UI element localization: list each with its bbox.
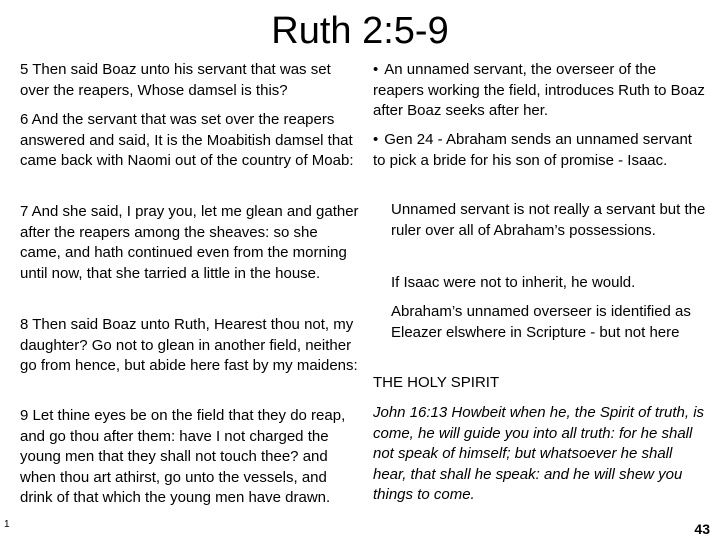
- commentary-sub-3: Abraham’s unnamed overseer is identified as Eleazer elswhere in Scripture - but not here: [391, 303, 691, 341]
- verse-7: 7 And she said, I pray you, let me glean and gather after the reapers among the sheaves: so she came, and hath continued even from the morning until now, that she tarried a little in the house.: [20, 203, 359, 282]
- verse-6: 6 And the servant that was set over the reapers answered and said, It is the Moabitish damsel that came back with Naomi out of the country of Moab:: [20, 111, 354, 169]
- slide-number-right: 43: [694, 521, 710, 537]
- commentary-sub-2: If Isaac were not to inherit, he would.: [391, 274, 636, 291]
- slide-title: Ruth 2:5-9: [271, 10, 449, 52]
- bullet-1-text: An unnamed servant, the overseer of the reapers working the field, introduces Ruth to Boaz after Boaz seeks after her.: [373, 61, 705, 119]
- verse-8: 8 Then said Boaz unto Ruth, Hearest thou not, my daughter? Go not to glean in another field, neither go from hence, but abide here fast by my maidens:: [20, 316, 358, 374]
- john-16-13-quote: John 16:13 Howbeit when he, the Spirit of truth, is come, he will guide you into all truth: for he shall not speak of himself; but whatsoever he shall hear, that shall he speak: and he will shew you things to come.: [373, 404, 705, 503]
- commentary-bullet-2: [373, 130, 708, 171]
- bullet-marker: •: [373, 61, 379, 78]
- slide-number-left: 1: [4, 519, 10, 530]
- holy-spirit-heading: THE HOLY SPIRIT: [373, 374, 500, 391]
- bullet-2-text: Gen 24 - Abraham sends an unnamed servant to pick a bride for his son of promise - Isaac.: [373, 131, 692, 169]
- bullet-marker: •: [373, 131, 379, 148]
- commentary-sub-1: Unnamed servant is not really a servant but the ruler over all of Abraham’s possessions.: [391, 201, 706, 239]
- commentary-bullet-1: [373, 60, 708, 122]
- verse-9: 9 Let thine eyes be on the field that they do reap, and go thou after them: have I not charged the young men that they shall not touch thee? and when thou art athirst, go unto the vessels, and drink of that which the young men have drawn.: [20, 407, 346, 506]
- verse-5: 5 Then said Boaz unto his servant that was set over the reapers, Whose damsel is this?: [20, 61, 331, 99]
